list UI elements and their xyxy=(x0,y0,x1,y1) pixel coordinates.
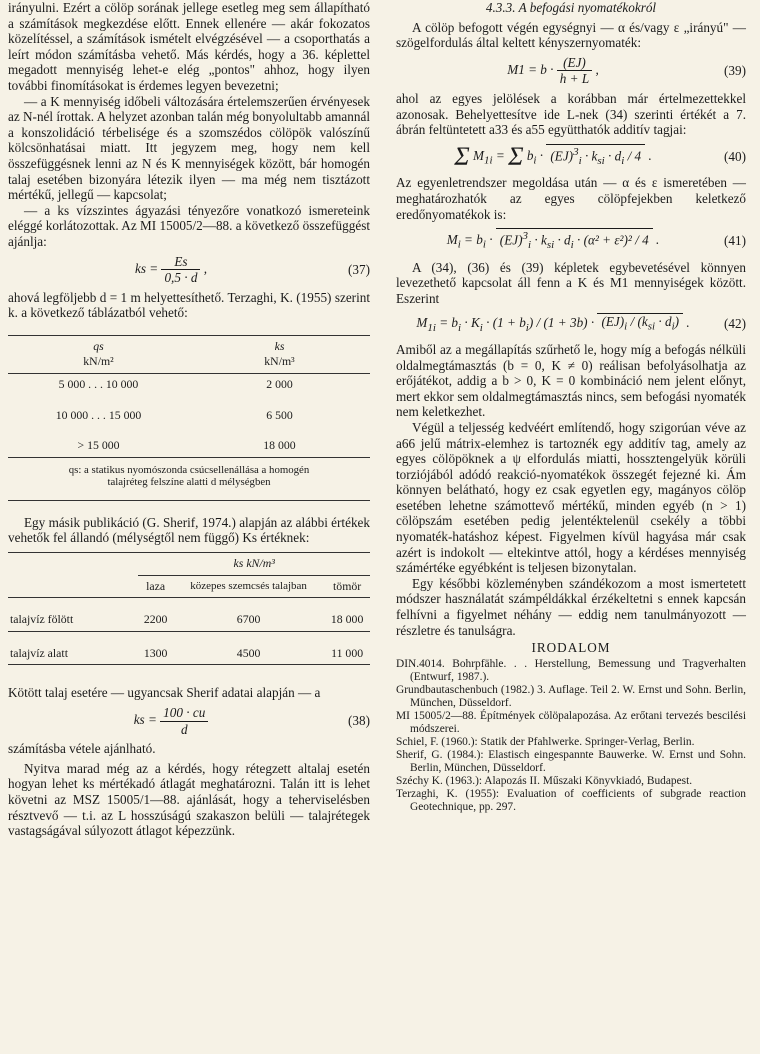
table-cell: 6700 xyxy=(236,612,261,627)
equation-lhs: M1 = b · xyxy=(507,61,554,77)
table-cell: 2200 xyxy=(143,612,168,627)
reference-item: DIN.4014. Bohrpfähle. . . Herstellung, Bemessung und Tragverhalten (Entwurf, 1987.). xyxy=(396,657,746,683)
equation-tail: , xyxy=(595,61,599,77)
table-row xyxy=(8,631,370,665)
equation-number: (40) xyxy=(724,148,746,164)
equation-37 xyxy=(8,254,370,286)
table-cell: 10 000 . . . 15 000 xyxy=(55,407,142,422)
paragraph: Az egyenletrendszer megoldása után — α és ε ismeretében — meghatározhatók az egyes cölöpfejekben keletkező eredőnyomatékok is: xyxy=(396,175,746,222)
paragraph: számításba vétele ajánlható. xyxy=(8,741,156,757)
reference-item: Grundbautaschenbuch (1982.) 3. Auflage. Teil 2. W. Ernst und Sohn. Berlin, München, Düsseldorf. xyxy=(396,683,746,709)
denominator: h + L xyxy=(559,71,590,87)
paragraph: irányulni. Ezért a cölöp sorának jellege esetleg meg sem állapítható a számítások megkezdése előtt. Ennek ellenére — akár fokozatos közelítéssel, a számítások ismételt elvégzésével — a csoporthatás a leírt módon számításba vehető. Más kérdés, hogy a 36. képlettel megadott mennyiség lehet-e elég „pontos" ahhoz, hogy ilyen további finomításokat is érdemes legyen bevezetni; xyxy=(8,0,370,93)
table-cell: 4500 xyxy=(236,645,261,660)
reference-item: Széchy K. (1963.): Alapozás II. Műszaki Könyvkiadó, Budapest. xyxy=(396,774,693,787)
denominator: d xyxy=(180,721,188,737)
equation-number: (37) xyxy=(348,261,370,277)
reference-item: Sherif, G. (1984.): Elastisch eingespannte Bauwerke. W. Ernst und Sohn. Berlin, München, Düsseldorf. xyxy=(396,748,746,774)
fraction xyxy=(161,254,200,286)
equation-number: (42) xyxy=(724,316,746,332)
divider xyxy=(8,500,370,501)
equation-40: Σ $M_{1i} = \Sigma$ $b_i \cdot (EJ)^3_i \cdot k_{si} \cdot d_i / 4$ . (40) xyxy=(454,141,746,171)
table-cell: talajvíz alatt xyxy=(10,645,68,660)
equation-number: (39) xyxy=(724,63,746,79)
table-header: qs xyxy=(93,338,104,353)
right-column xyxy=(396,0,746,814)
equation-number: (41) xyxy=(724,233,746,249)
paragraph: Nyitva marad még az a kérdés, hogy rétegzett altalaj esetén hogyan lehet ks mértékadó átlagát meghatározni. Talán itt is lehet követni az MSZ 15005/1—88. ajánlását, hogy a teherviselésben résztvevő — t.i. az L hosszúságú szakaszon belüli — talajrétegek vastagságával súlyozott átlagot képezzünk. xyxy=(8,760,370,839)
reference-item: Schiel, F. (1960.): Statik der Pfahlwerke. Springer-Verlag, Berlin. xyxy=(396,735,695,748)
paragraph: Végül a teljesség kedvéért említendő, hogy szigorúan véve az a66 jelű mátrix-elemhez is tartoznék egy additív tag, amely az egyes cölöpöknek a ψ elfordulás miatti, hossztengelyük körüli torziójából adódó reakció-nyomatékok összegét fejezné ki. Ám könnyen belátható, hogy ez csak egyetlen egy, magányos cölöp esetében lehetne számottevő mértékű, minden egyéb (n > 1) cölöpszám esetében pedig jelentéktelenül csekély a többi nyomaték-hatáshoz képest. Figyelmen kívül hagyása már csak azért is indokolt — eltekintve attól, hogy a kérdéses mennyiség számértéke egyébként is teljesen bizonytalan. xyxy=(396,419,746,576)
table-cell: > 15 000 xyxy=(77,438,120,453)
equation-tail: , xyxy=(203,260,208,276)
paragraph: ahol az egyes jelölések a korábban már értelmezettekkel azonosak. Behelyettesítve ide L-nek (34) szerinti értékét a 7. ábrán feltüntetett a33 és a55 együtthatók additív tagjai: xyxy=(396,90,746,138)
denominator: 0,5 · d xyxy=(164,270,198,286)
table-row xyxy=(8,598,370,632)
table-cell: 18 000 xyxy=(330,612,364,627)
equation-41: $M_i = b_i \cdot (EJ)^3_i \cdot k_{si} \cdot d_i \cdot (\alpha^2 + \varepsilon^2)^2 / 4$ . (41) xyxy=(396,228,746,254)
table-row xyxy=(8,374,370,396)
left-column xyxy=(8,0,370,839)
table-header-unit: kN/m³ xyxy=(264,354,295,369)
table-row xyxy=(8,396,370,427)
table-cell: 2 000 xyxy=(266,377,293,392)
numerator: 100 · cu xyxy=(160,705,208,722)
equation-lhs: ks = xyxy=(134,260,159,276)
paragraph: A cölöp befogott végén egységnyi — α és/vagy ε „irányú" — szögelfordulás által keltett kényszernyomaték: xyxy=(396,19,746,51)
reference-item: MI 15005/2—88. Építmények cölöpalapozása. Az erőtani tervezés bescilési módszerei. xyxy=(396,709,746,735)
paragraph: Kötött talaj esetére — ugyancsak Sherif adatai alapján — a xyxy=(8,685,321,701)
paragraph: Egy másik publikáció (G. Sherif, 1974.) alapján az alábbi értékek vehetők fel állandó (mélységtől nem függő) Ks értéknek: xyxy=(8,514,370,546)
references-list xyxy=(396,658,746,814)
reference-item: Terzaghi, K. (1955): Evaluation of coefficients of subgrade reaction Geotechnique, pp. 297. xyxy=(396,787,746,813)
paragraph: — a K mennyiség időbeli változására értelemszerűen érvényesek az N-nél írottak. A helyzet azonban talán még bonyolultabb amannál a konszolidáció térbelisége és a szomszédos cölöpök valószínű kölcsönhatásai miatt. Itt jegyzem meg, hogy nem kell összefüggésnek lenni az N és K mennyiségek között, bár homogén talaj esetében bizonyára létezik ilyen — ma még nem tisztázott mértékű, jellegű — kapcsolat; xyxy=(8,93,370,203)
equation-42: $M_{1i} = b_i \cdot K_i \cdot (1 + b_i) / (1 + 3b) \cdot (EJ)_i / (k_{si} \cdot d_i)$ . (42) xyxy=(416,313,746,334)
numerator: (EJ) xyxy=(557,55,592,72)
paragraph: Egy későbbi közleményben szándékozom a most ismertetett módszer használatát számpéldákkal érzékeltetni s ennek kapcsán felhívni a figyelmet néhány — eddig nem tanulmányozott — részletre és tanulságra. xyxy=(396,575,746,638)
equation-lhs: ks = xyxy=(133,712,157,728)
fraction xyxy=(160,705,208,737)
paragraph: ahová legföljebb d = 1 m helyettesíthető. Terzaghi, K. (1955) szerint k. a következő táblázatból vehető: xyxy=(8,289,370,321)
table-header-unit: kN/m² xyxy=(83,354,114,369)
table-cell: 5 000 . . . 10 000 xyxy=(58,377,139,392)
numerator: Es xyxy=(161,254,200,271)
fraction xyxy=(557,55,592,87)
sherif-table xyxy=(8,552,370,671)
table-cell: 18 000 xyxy=(263,438,296,453)
paragraph: A (34), (36) és (39) képletek egybevetésével könnyen levezethető kapcsolat áll fenn a K és M1 mennyiségek között. Eszerint xyxy=(396,259,746,306)
table-cell: talajvíz fölött xyxy=(10,612,74,627)
table-header: tömör xyxy=(333,578,362,593)
paragraph: Amiből az a megállapítás szűrhető le, hogy míg a befogás nélküli oldalmegtámasztás (b = 0, K ≠ 0) reálisan befolyásolhatja az erőjátékot, addig a b > 0, K = 0 kombináció nem jelent előnyt, mert ekkor sem oldalmegtámasztás nincs, sem befogási nyomaték nem keletkezhet. xyxy=(396,341,746,420)
equation-number: (38) xyxy=(348,713,370,729)
terzaghi-table xyxy=(8,335,370,488)
table-header: ks xyxy=(274,338,285,353)
references-heading: IRODALOM xyxy=(531,640,611,656)
equation-39 xyxy=(396,55,746,87)
table-cell: 1300 xyxy=(143,645,168,660)
table-header: ks kN/m³ xyxy=(138,553,370,576)
table-note: qs: a statikus nyomószonda csúcsellenállása a homogén talajréteg felszíne alatti d mélységben xyxy=(68,463,310,488)
table-row xyxy=(8,426,370,457)
table-cell: 11 000 xyxy=(331,645,364,660)
equation-38 xyxy=(8,705,370,737)
table-header: közepes szemcsés talajban xyxy=(190,580,307,593)
table-cell: 6 500 xyxy=(266,407,293,422)
section-heading: 4.3.3. A befogási nyomatékokról xyxy=(485,0,657,15)
paragraph: — a ks vízszintes ágyazási tényezőre vonatkozó ismereteink eléggé korlátozottak. Az MI 15005/2—88. a következő összefüggést ajánlja: xyxy=(8,202,370,249)
table-header: laza xyxy=(146,578,166,593)
